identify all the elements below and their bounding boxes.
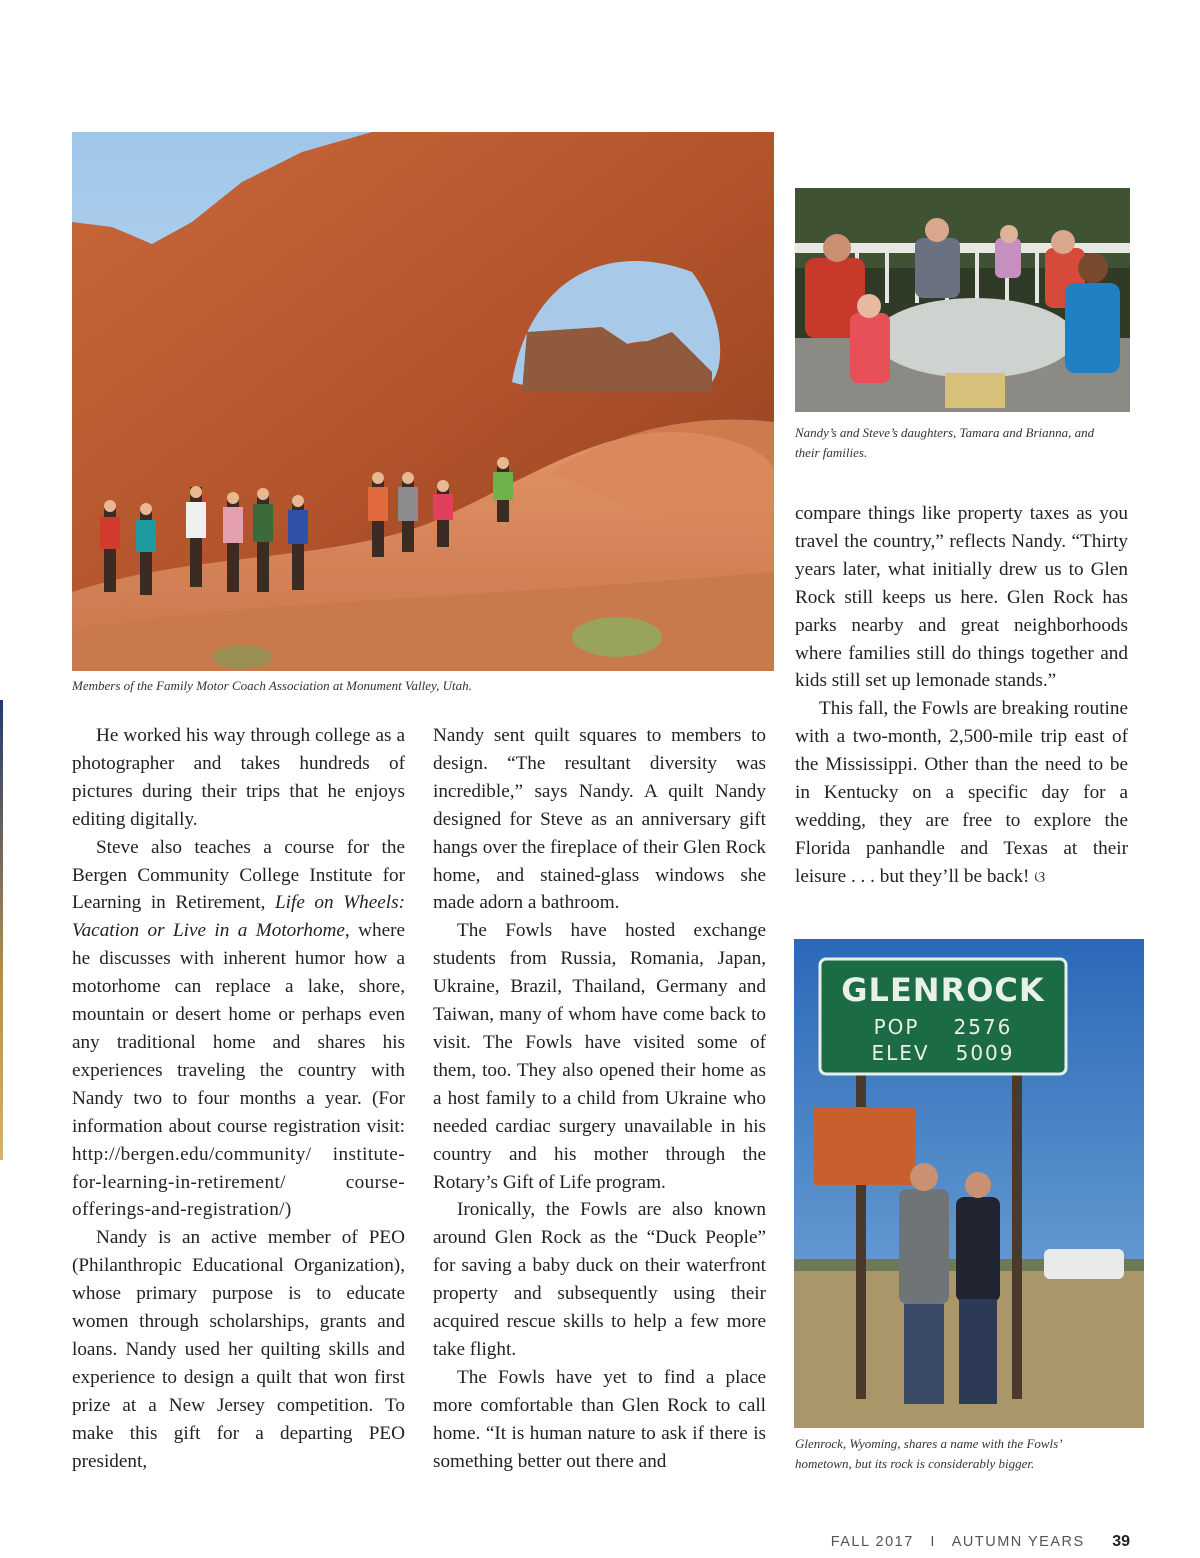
footer-separator: I	[930, 1534, 936, 1550]
arch-photo-caption: Members of the Family Motor Coach Association at Monument Valley, Utah.	[72, 678, 472, 693]
end-of-article-icon: ଓ	[1034, 868, 1046, 886]
col3-paragraph-1: compare things like property taxes as you travel the country,” reflects Nandy. “Thirty years later, what initially drew us to Glen Rock still keeps us here. Glen Rock has parks nearby and great neighborhoods where families still do things together and kids still set up lemonade stands.”	[795, 503, 1128, 692]
footer-issue: FALL 2017	[830, 1534, 914, 1550]
course-registration-url[interactable]: http://bergen.edu/community/ institute-for-learning-in-retirement/ course-offerings-and-registration/	[72, 1143, 405, 1221]
glenrock-sign	[820, 959, 1066, 1074]
footer-magazine: AUTUMN YEARS	[951, 1534, 1085, 1550]
col2-paragraph-4: The Fowls have yet to find a place more comfortable than Glen Rock to call home. “It is human nature to ask if there is something better out there and	[433, 1366, 766, 1472]
article-column-3	[795, 500, 1128, 892]
col2-paragraph-1: Nandy sent quilt squares to members to design. “The resultant diversity was incredible,” says Nandy. A quilt Nandy designed for Steve as an anniversary gift hangs over the fireplace of their Glen Rock home, and stained-glass windows she made adorn a bathroom.	[433, 725, 766, 914]
col1-paragraph-3: Nandy is an active member of PEO (Philanthropic Educational Organization), whose primary purpose is to educate women through scholarships, grants and loans. Nandy used her quilting skills and experience to design a quilt that won first prize at a New Jersey competition. To make this gift for a departing PEO president,	[72, 1227, 405, 1472]
glenrock-photo-caption: Glenrock, Wyoming, shares a name with the Fowls’ hometown, but its rock is considerably bigger.	[795, 1436, 1062, 1471]
glenrock-photo	[794, 939, 1144, 1428]
sign-pop-label: POP	[873, 1015, 920, 1039]
family-photo	[795, 188, 1130, 412]
sign-pop-value: 2576	[953, 1015, 1013, 1039]
family-photo-caption: Nandy’s and Steve’s daughters, Tamara and Brianna, and their families.	[795, 425, 1095, 460]
arch-photo	[72, 132, 774, 671]
page-edge-strip	[0, 700, 3, 1160]
col1-paragraph-2: Steve also teaches a course for the Bergen Community College Institute for Learning in Retirement, Life on Wheels: Vacation or Live in a Motorhome, where he discusses with inherent humor how a motorhome can replace a lake, shore, mountain or desert home or perhaps even any traditional home and shares his experiences traveling the country with Nandy two to four months a year. (For information about course registration visit: http://bergen.edu/community/ institute-for-learning-in-retirement/ course-offerings-and-registration/)	[72, 836, 405, 1221]
sign-town-name: GLENROCK	[841, 971, 1045, 1009]
article-column-2	[433, 722, 766, 1475]
sign-elev-value: 5009	[955, 1041, 1015, 1065]
col2-paragraph-2: The Fowls have hosted exchange students from Russia, Romania, Japan, Ukraine, Brazil, Thailand, Germany and Taiwan, many of whom have come back to visit. The Fowls have visited some of them, too. They also opened their home as a host family to a child from Ukraine who needed cardiac surgery unavailable in his country and his mother through the Rotary’s Gift of Life program.	[433, 920, 766, 1193]
sign-elev-label: ELEV	[871, 1041, 930, 1065]
col1-paragraph-1: He worked his way through college as a photographer and takes hundreds of pictures during their trips that he enjoys editing digitally.	[72, 725, 405, 830]
col3-paragraph-2: This fall, the Fowls are breaking routine with a two-month, 2,500-mile trip east of the Mississippi. Other than the need to be in Kentucky on a specific day for a wedding, they are free to explore the Florida panhandle and Texas at their leisure . . . but they’ll be back! ଓ	[795, 698, 1128, 887]
page-number: 39	[1112, 1533, 1130, 1550]
article-column-1	[72, 722, 405, 1475]
col2-paragraph-3: Ironically, the Fowls are also known around Glen Rock as the “Duck People” for saving a baby duck on their waterfront property and subsequently using their acquired rescue skills to help a few more take flight.	[433, 1199, 766, 1360]
page-footer	[831, 1533, 1130, 1551]
course-title: Life on Wheels: Vacation or Live in a Motorhome	[72, 892, 405, 942]
